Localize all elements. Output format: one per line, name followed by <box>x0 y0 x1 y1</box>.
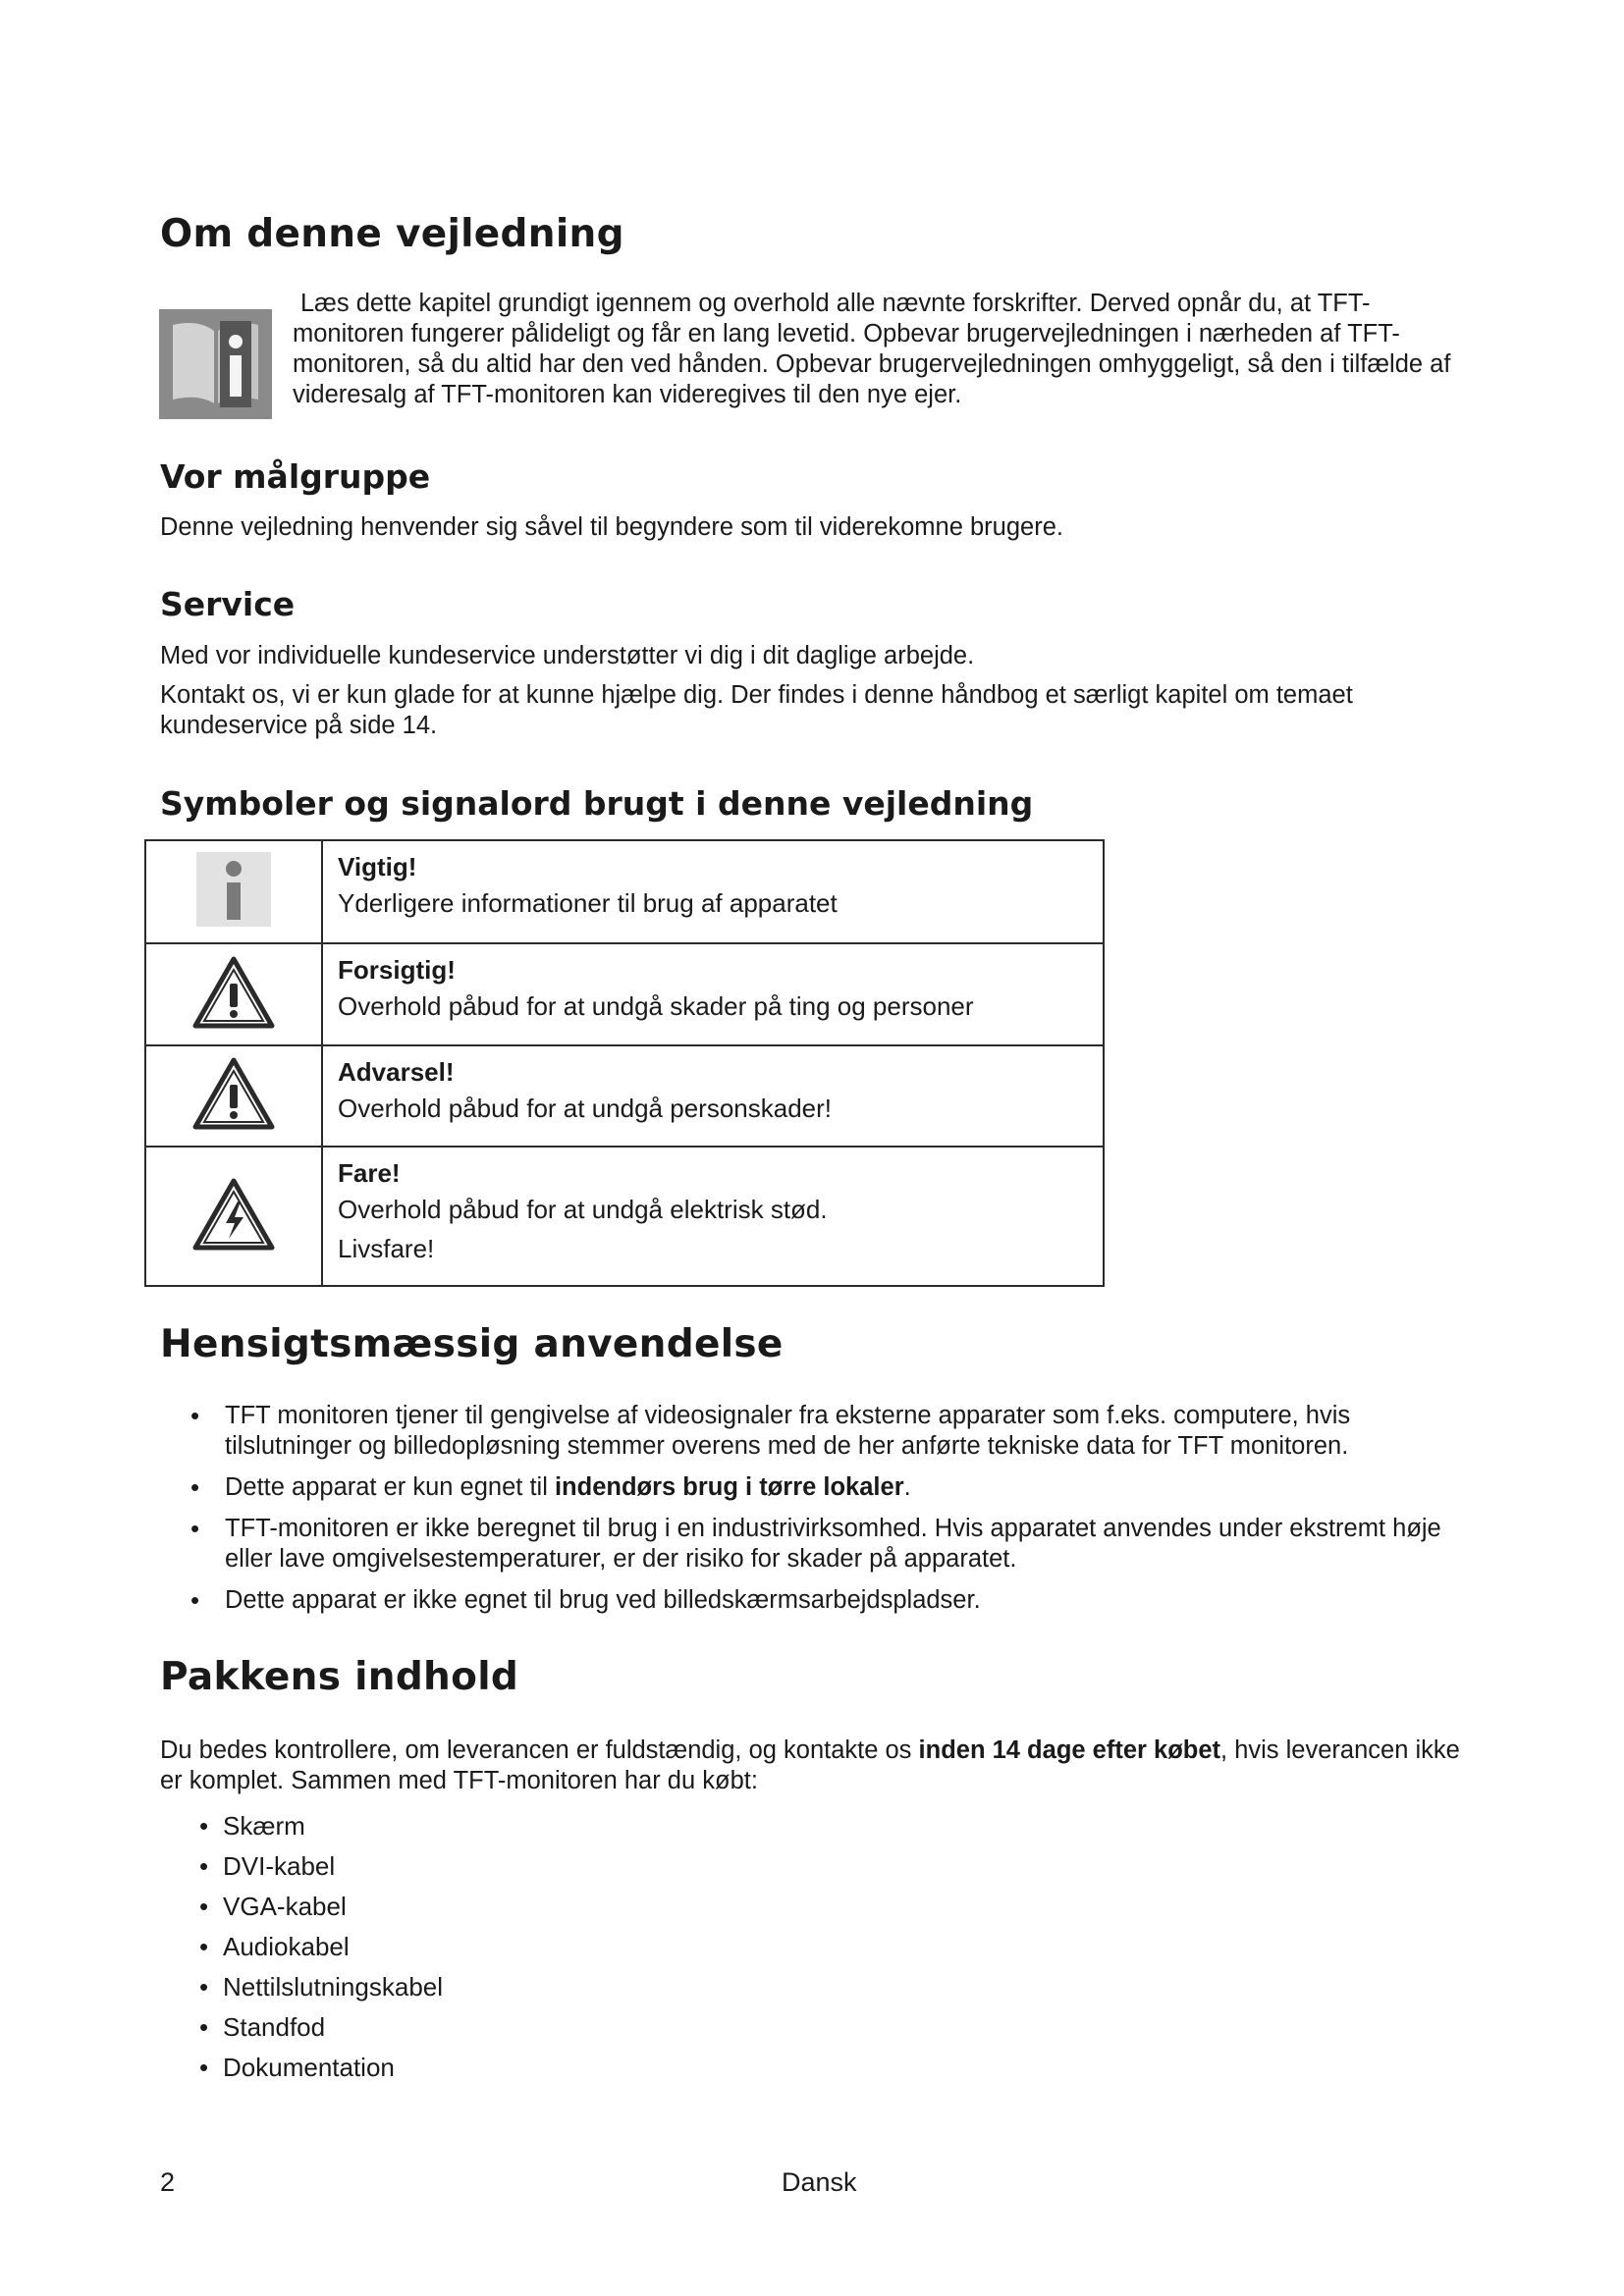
list-item <box>160 1514 1476 1575</box>
table-text-cell <box>322 1045 1104 1147</box>
paragraph-emphasis: inden 14 dage efter købet <box>918 1736 1221 1764</box>
list-item: • Standfod <box>160 2007 946 2048</box>
heading-hensigtsmaessig-anvendelse: Hensigtsmæssig anvendelse <box>160 1322 784 1366</box>
heading-pakkens-indhold: Pakkens indhold <box>160 1655 519 1699</box>
signal-word: Forsigtig! <box>338 955 456 985</box>
list-item: • Skærm <box>160 1806 946 1846</box>
list-item: • VGA-kabel <box>160 1887 946 1927</box>
list-item-text: Dette apparat er ikke egnet til brug ved billedskærmsarbejdspladser. <box>225 1586 981 1614</box>
usage-list <box>160 1401 1476 1627</box>
info-icon <box>196 852 271 927</box>
table-text-cell <box>322 840 1104 943</box>
warning-triangle-icon <box>192 1057 275 1130</box>
signal-word: Fare! <box>338 1158 401 1188</box>
list-item: • Nettilslutningskabel <box>160 1967 946 2007</box>
paragraph-text: , hvis leverancen ikke er komplet. Sammen med TFT-monitoren har du købt: <box>160 1736 1460 1794</box>
package-intro-paragraph <box>160 1735 1481 1796</box>
list-item-text: . <box>903 1473 911 1501</box>
list-item: • Dokumentation <box>160 2048 946 2088</box>
table-icon-cell <box>145 1147 322 1286</box>
table-row <box>145 1147 1104 1286</box>
signal-description-extra: Livsfare! <box>338 1234 435 1263</box>
list-item: • DVI-kabel <box>160 1846 946 1887</box>
signal-description: Yderligere informationer til brug af apparatet <box>338 888 838 918</box>
table-icon-cell <box>145 840 322 943</box>
table-row <box>145 1045 1104 1147</box>
symbols-table <box>144 839 1105 1287</box>
heading-symboler: Symboler og signalord brugt i denne vejledning <box>160 784 1034 823</box>
signal-description: Overhold påbud for at undgå personskader! <box>338 1094 833 1123</box>
table-text-cell <box>322 1147 1104 1286</box>
list-item-emphasis: indendørs brug i tørre lokaler <box>554 1473 904 1501</box>
list-item-text: Dette apparat er kun egnet til <box>225 1473 555 1501</box>
table-row <box>145 943 1104 1045</box>
package-contents-list <box>160 1806 946 2088</box>
service-paragraph-2: Kontakt os, vi er kun glade for at kunne hjælpe dig. Der findes i denne håndbog et særligt kapitel om temaet kundeservice på side 14. <box>160 681 1353 739</box>
malgruppe-paragraph: Denne vejledning henvender sig såvel til begyndere som til viderekomne brugere. <box>160 513 1063 541</box>
table-icon-cell <box>145 943 322 1045</box>
table-row <box>145 840 1104 943</box>
signal-word: Advarsel! <box>338 1057 455 1087</box>
page-number: 2 <box>160 2167 176 2197</box>
footer-language: Dansk <box>782 2167 857 2197</box>
table-icon-cell <box>145 1045 322 1147</box>
heading-om-denne-vejledning: Om denne vejledning <box>160 212 624 256</box>
list-item <box>160 1585 1476 1616</box>
list-item <box>160 1472 1476 1503</box>
service-paragraph-1: Med vor individuelle kundeservice understøtter vi dig i dit daglige arbejde. <box>160 642 975 669</box>
info-book-icon <box>159 309 272 419</box>
high-voltage-icon <box>192 1178 275 1251</box>
signal-word: Vigtig! <box>338 852 417 881</box>
signal-description: Overhold påbud for at undgå elektrisk stød. <box>338 1195 828 1224</box>
list-item: • Audiokabel <box>160 1927 946 1967</box>
intro-paragraph: Læs dette kapitel grundigt igennem og overhold alle nævnte forskrifter. Derved opnår du, at TFT-monitoren fungerer pålideligt og får en lang levetid. Opbevar brugervejledningen i nærheden af TFT-monitoren, så du altid har den ved hånden. Opbevar brugervejledningen omhyggeligt, så den i tilfælde af videresalg af TFT-monitoren kan videregives til den nye ejer. <box>293 290 1451 408</box>
warning-triangle-icon <box>192 956 275 1029</box>
paragraph-text: Du bedes kontrollere, om leverancen er fuldstændig, og kontakte os <box>160 1736 919 1764</box>
list-item-text: TFT-monitoren er ikke beregnet til brug i en industrivirksomhed. Hvis apparatet anvendes under ekstremt høje eller lave omgivelsestemperaturer, er der risiko for skader på apparatet. <box>225 1515 1441 1573</box>
table-text-cell <box>322 943 1104 1045</box>
list-item-text: TFT monitoren tjener til gengivelse af videosignaler fra eksterne apparater som f.eks. computere, hvis tilslutninger og billedopløsning stemmer overens med de her anførte tekniske data for TFT monitoren. <box>225 1402 1351 1460</box>
signal-description: Overhold påbud for at undgå skader på ting og personer <box>338 991 974 1021</box>
list-item <box>160 1401 1476 1462</box>
heading-service: Service <box>160 585 296 623</box>
heading-vor-malgruppe: Vor målgruppe <box>160 457 431 496</box>
